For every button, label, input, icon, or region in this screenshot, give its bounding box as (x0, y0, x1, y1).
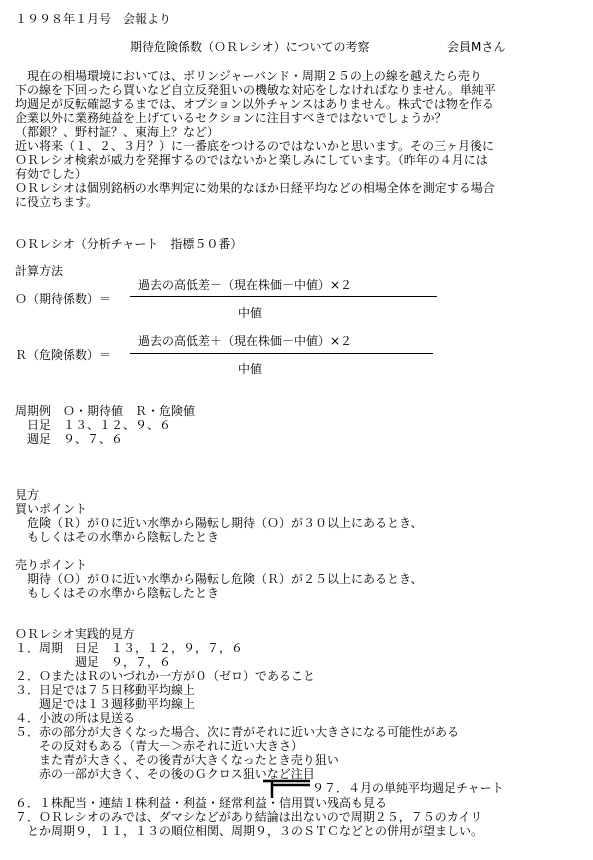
list-item: その反対もある（青大－＞赤それに近い大きさ） (15, 739, 304, 753)
sell-condition: 期待（Ｏ）が０に近い水準から陽転し危険（Ｒ）が２５以上にあるとき、 (15, 572, 423, 586)
buy-heading: 買いポイント (15, 502, 88, 516)
list-item: ３．日足では７５日移動平均線上 (15, 683, 196, 697)
o-fraction-bar (130, 296, 437, 297)
r-numerator: 過去の高低差＋（現在株価－中値）×２ (138, 334, 353, 348)
analysis-line: ＯＲレシオ（分析チャート 指標５０番） (15, 237, 243, 251)
article-author: 会員Mさん (447, 40, 506, 54)
list-item: ４．小波の所は見送る (15, 711, 136, 725)
list-item: 赤の一部が大きく、その後のＧクロス狙いなど注目 (15, 767, 315, 781)
article-title: 期待危険係数（ＯＲレシオ）についての考察 (130, 40, 370, 54)
intro-line: ＯＲレシオ検索が威力を発揮するのではないかと楽しみにしています。（昨年の４月には (15, 153, 488, 167)
period-heading: 周期例 Ｏ・期待値 Ｒ・危険値 (15, 404, 196, 418)
intro-line: ＯＲレシオは個別銘柄の水準判定に効果的なほか日経平均などの相場全体を測定する場合 (15, 181, 495, 195)
intro-line: 均週足が反転確認するまでは、オプション以外チャンスはありません。株式では物を作る (15, 97, 494, 111)
issue-line: １９９８年１月号 会報より (15, 12, 172, 26)
r-label: Ｒ（危険係数）＝ (15, 348, 112, 362)
period-weekly: 週足 ９、７、６ (15, 432, 124, 446)
intro-line: 有効でした） (15, 167, 88, 181)
r-fraction-bar (130, 353, 433, 354)
intro-line: に役立ちます。 (15, 195, 99, 209)
list-item: ６．１株配当・連結１株利益・利益・経常利益・信用買い残高も見る (15, 796, 388, 810)
r-denominator: 中値 (238, 362, 263, 376)
o-numerator: 過去の高低差－（現在株価－中値）×２ (138, 278, 353, 292)
o-denominator: 中値 (238, 306, 263, 320)
intro-line: 現在の相場環境においては、ボリンジャーバンド・周期２５の上の線を越えたら売り (15, 69, 482, 83)
o-label: Ｏ（期待係数）＝ (15, 292, 112, 306)
list-item: 週足 ９，７，６ (15, 655, 172, 669)
buy-condition: 危険（Ｒ）が０に近い水準から陽転し期待（Ｏ）が３０以上にあるとき、 (15, 516, 423, 530)
list-item: また青が大きく、その後青が大きくなったとき売り狙い (15, 753, 339, 767)
practice-heading: ＯＲレシオ実践的見方 (15, 627, 135, 641)
calc-heading: 計算方法 (15, 264, 64, 278)
intro-line: （都銀？、野村証？、東海上？など） (15, 125, 220, 139)
list-item: ２．ＯまたはＲのいづれか一方が０（ゼロ）であること (15, 669, 316, 683)
list-item: １．周期 日足 １３，１２，９，７，６ (15, 641, 244, 655)
period-daily: 日足 １３、１２、９、６ (15, 418, 172, 432)
chart-caption: ９７．４月の単純平均週足チャート (312, 781, 504, 795)
intro-line: 企業以外に業務純益を上げているセクションに注目すべきではないでしょうか？ (15, 111, 447, 125)
list-item: 週足では１３週移動平均線上 (15, 697, 196, 711)
list-item: ７．ＯＲレシオのみでは、ダマシなどがあり結論は出ないので周期２５，７５のカイリ (15, 810, 483, 824)
intro-line: 近い将来（１、２、３月？）に一番底をつけるのではないかと思います。その三ヶ月後に (15, 139, 495, 153)
buy-condition: もしくはその水準から陰転したとき (15, 530, 220, 544)
list-item: ５．赤の部分が大きくなった場合、次に青がそれに近い大きさになる可能性がある (15, 725, 460, 739)
view-heading: 見方 (15, 488, 40, 502)
intro-line: 下の線を下回ったら買いなど自立反発狙いの機敏な対応をしなければなりません。単純平 (15, 83, 496, 97)
sell-heading: 売りポイント (15, 558, 88, 572)
list-item: とか周期９，１１，１３の順位相関、周期９，３のＳＴＣなどとの併用が望ましい。 (15, 824, 484, 838)
sell-condition: もしくはその水準から陰転したとき (15, 586, 220, 600)
